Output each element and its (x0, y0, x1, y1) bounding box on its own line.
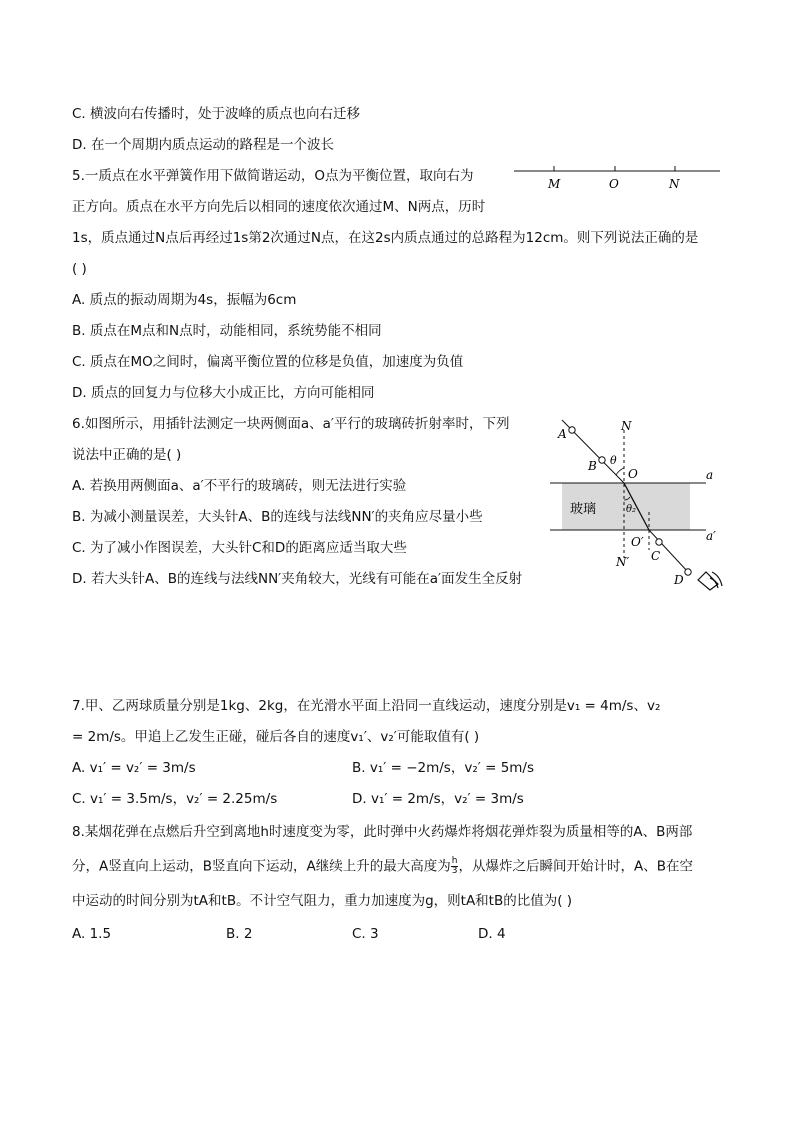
q6-refraction-figure (548, 412, 728, 598)
q8-stem-line3: 中运动的时间分别为tA和tB。不计空气阻力，重力加速度为g，则tA和tB的比值为( ) (72, 893, 573, 909)
q4-option-d: D. 在一个周期内质点运动的路程是一个波长 (72, 137, 334, 153)
label-o: O (628, 467, 638, 481)
q5-answer-paren: ( ) (72, 261, 87, 277)
label-glass: 玻璃 (570, 502, 597, 517)
label-n: N (621, 419, 632, 433)
q5-stem-line3: 1s，质点通过N点后再经过1s第2次通过N点，在这2s内质点通过的总路程为12cm。则下列说法正确的是 (72, 230, 699, 246)
q8-stem-line2-end: ，从爆炸之后瞬间开始计时，A、B在空 (458, 858, 693, 875)
label-m: M (548, 177, 561, 191)
label-pin-a: A (558, 427, 567, 441)
label-theta1: θ (610, 454, 617, 467)
pin-a (569, 427, 575, 433)
q5-stem-line1: 5.一质点在水平弹簧作用下做简谐运动，O点为平衡位置，取向右为 (72, 168, 474, 184)
q7-option-b: B. v₁′ = −2m/s，v₂′ = 5m/s (352, 760, 535, 776)
q6-option-c: C. 为了减小作图误差，大头针C和D的距离应适当取大些 (72, 540, 407, 556)
q8-stem-line1: 8.某烟花弹在点燃后升空到离地h时速度变为零，此时弹中火药爆炸将烟花弹炸裂为质量相等的A、B两部 (72, 824, 693, 840)
q7-stem-line1: 7.甲、乙两球质量分别是1kg、2kg，在光滑水平面上沿同一直线运动，速度分别是v₁ = 4m/s、v₂ (72, 698, 661, 714)
q8-option-b: B. 2 (226, 926, 253, 942)
q6-stem-line1: 6.如图所示，用插针法测定一块两侧面a、a′平行的玻璃砖折射率时，下列 (72, 416, 510, 432)
q5-spring-axis-figure (512, 160, 724, 194)
q6-option-a: A. 若换用两侧面a、a′不平行的玻璃砖，则无法进行实验 (72, 478, 407, 494)
q7-option-a: A. v₁′ = v₂′ = 3m/s (72, 760, 196, 776)
q8-stem-line2 (72, 857, 693, 876)
q8-fraction-numerator: h (451, 856, 458, 866)
label-n: N (669, 177, 680, 191)
q5-option-a: A. 质点的振动周期为4s，振幅为6cm (72, 292, 297, 308)
q5-stem-line2: 正方向。质点在水平方向先后以相同的速度依次通过M、N两点，历时 (72, 199, 486, 215)
q8-option-d: D. 4 (478, 926, 506, 942)
q4-option-c: C. 横波向右传播时，处于波峰的质点也向右迁移 (72, 106, 361, 122)
label-face-a: a (706, 468, 714, 482)
label-pin-d: D (674, 573, 684, 587)
q7-option-d: D. v₁′ = 2m/s，v₂′ = 3m/s (352, 791, 524, 807)
pin-d (685, 569, 691, 575)
q5-option-d: D. 质点的回复力与位移大小成正比，方向可能相同 (72, 385, 375, 401)
theta1-arc (616, 468, 624, 475)
q8-fraction-denominator: 3 (451, 866, 458, 876)
q6-stem-line2: 说法中正确的是( ) (72, 447, 182, 463)
eye-icon (698, 572, 722, 590)
label-o: O (609, 177, 619, 191)
pin-b (599, 457, 605, 463)
q8-option-c: C. 3 (352, 926, 379, 942)
label-n2: N′ (616, 555, 630, 569)
label-pin-c: C (651, 549, 661, 563)
pin-c (656, 539, 662, 545)
q5-option-b: B. 质点在M点和N点时，动能相同，系统势能不相同 (72, 323, 382, 339)
q6-option-b: B. 为减小测量误差，大头针A、B的连线与法线NN′的夹角应尽量小些 (72, 509, 483, 525)
q7-stem-line2: = 2m/s。甲追上乙发生正碰，碰后各自的速度v₁′、v₂′可能取值有( ) (72, 729, 480, 745)
q7-option-c: C. v₁′ = 3.5m/s，v₂′ = 2.25m/s (72, 791, 278, 807)
label-theta2: θ₂ (626, 504, 637, 515)
q8-stem-line2-start: 分，A竖直向上运动，B竖直向下运动，A继续上升的最大高度为 (72, 858, 451, 875)
label-o2: O′ (631, 535, 644, 549)
q6-option-d: D. 若大头针A、B的连线与法线NN′夹角较大，光线有可能在a′面发生全反射 (72, 571, 523, 587)
label-pin-b: B (588, 459, 597, 473)
q8-option-a: A. 1.5 (72, 926, 112, 942)
label-face-a2: a′ (706, 529, 716, 543)
q5-option-c: C. 质点在MO之间时，偏离平衡位置的位移是负值，加速度为负值 (72, 354, 464, 370)
